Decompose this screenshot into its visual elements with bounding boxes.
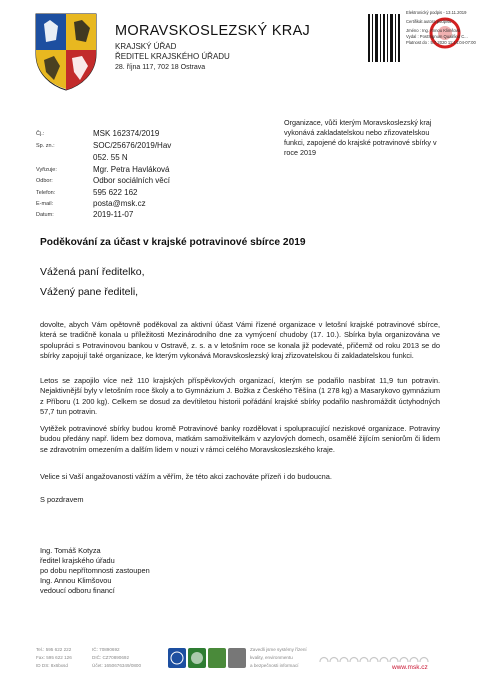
footer-phone: Tel.: 595 622 222 xyxy=(36,647,72,652)
meta-label-ref: Čj.: xyxy=(36,131,45,137)
substitute-name: Ing. Annou Klimšovou xyxy=(40,576,112,585)
footer-cert-3: a bezpečnosti informací xyxy=(250,663,299,668)
meta-label-department: Odbor: xyxy=(36,178,53,184)
stamp-line-3: Jméno : Ing. Annou Klimšová xyxy=(406,28,461,33)
meta-value-ref: MSK 162374/2019 xyxy=(93,129,160,138)
meta-value-department: Odbor sociálních věcí xyxy=(93,176,170,185)
addressee-block: Organizace, vůči kterým Moravskoslezský kraj vykonává zakladatelskou nebo zřizovatelskou funkci, zapojené do krajské potravinové sbírky v roce 2019 xyxy=(284,118,437,157)
footer-account: Účet: 1650676349/0800 xyxy=(92,663,142,668)
footer-data-box: ID DS: 8x6bxsd xyxy=(36,663,68,668)
greeting-male: Vážený pane řediteli, xyxy=(40,286,139,298)
meta-label-email: E-mail: xyxy=(36,201,54,207)
body-paragraph-3: Vytěžek potravinové sbírky budou kromě Potravinové banky rozdělovat i spolupracující neziskové organizace. Potraviny budou předány např. lidem bez domova, matkám samoživitelkám v azylových domech, osamělé žijícím seniorům či lidem se zdravotním omezením a dalším lidem v nouzi v rámci celého Moravskoslezského kraje. xyxy=(40,424,440,454)
office-name: KRAJSKÝ ÚŘAD xyxy=(115,42,177,51)
meta-value-code: 052. 55 N xyxy=(93,153,128,162)
footer-dic: DIČ: CZ70890692 xyxy=(92,655,130,660)
electronic-signature-stamp xyxy=(366,6,476,76)
meta-label-file: Sp. zn.: xyxy=(36,143,55,149)
meta-value-handler: Mgr. Petra Havláková xyxy=(93,165,170,174)
body-paragraph-2: Letos se zapojilo více než 110 krajských příspěvkových organizací, kterým se podařilo nasbírat 11,9 tun potravin. Nejaktivnější byly v letošním roce školy a to Gymnázium J. Božka z Českého Těšína (1 278 kg) a Masarykovo gymnázium z Příboru (1 200 kg). Celkem se dosud za devítiletou historii pořádání krajské sbírky podařilo nashromáždit úctyhodných 57,7 tun potravin. xyxy=(40,376,440,416)
office-address: 28. října 117, 702 18 Ostrava xyxy=(115,64,206,71)
meta-value-phone: 595 622 162 xyxy=(93,188,138,197)
region-title: MORAVSKOSLEZSKÝ KRAJ xyxy=(115,23,311,39)
footer-cert-1: Zavedli jsme systémy řízení xyxy=(250,647,307,652)
office-head: ŘEDITEL KRAJSKÉHO ÚŘADU xyxy=(115,52,230,61)
footer-website-link[interactable]: www.msk.cz xyxy=(392,664,428,671)
signatory-role: ředitel krajského úřadu xyxy=(40,556,115,565)
footer-cert-2: kvality, environmentu xyxy=(250,655,293,660)
footer-fax: Fax: 595 622 126 xyxy=(36,655,72,660)
signatory-name: Ing. Tomáš Kotyza xyxy=(40,546,101,555)
stamp-line-1: Elektronický podpis - 13.11.2019 xyxy=(406,10,467,15)
body-paragraph-1: dovolte, abych Vám opětovně poděkoval za aktivní účast Vámi řízené organizace v letošní krajské potravinové sbírce, která se tradičně konala u příležitosti Mezinárodního dne za vymýcení chudoby (17. 10.). Sbírka byla organizována ve spolupráci s Potravinovou bankou v Ostravě, z. s. a v letošním roce se konala již podevaté, přičemž od roku 2013 se do sbírky zapojují také organizace, ke kterým vykonává Moravskoslezský kraj zřizovatelskou či zakladatelskou funkci. xyxy=(40,320,440,360)
closing-phrase: S pozdravem xyxy=(40,495,84,504)
substitution-note: po dobu nepřítomnosti zastoupen xyxy=(40,566,150,575)
stamp-line-4: Vydal : PostSignum Qualified C... xyxy=(406,34,468,39)
footer-ic: IČ: 70890692 xyxy=(92,647,120,652)
certification-logos-icon xyxy=(168,646,246,670)
letter-subject: Poděkování za účast v krajské potravinové sbírce 2019 xyxy=(40,237,306,248)
meta-value-file: SOC/25676/2019/Hav xyxy=(93,141,172,150)
greeting-female: Vážená paní ředitelko, xyxy=(40,266,145,278)
stamp-line-2: Certifikát autora podpisu : xyxy=(406,19,454,24)
coat-of-arms-icon xyxy=(30,10,102,92)
body-paragraph-4: Velice si Vaší angažovanosti vážím a věřím, že této akci zachováte přízeň i do budoucna. xyxy=(40,472,332,481)
barcode-icon xyxy=(366,14,402,62)
meta-label-phone: Telefon: xyxy=(36,190,56,196)
meta-value-email[interactable]: posta@msk.cz xyxy=(93,199,146,208)
substitute-role: vedoucí odboru financí xyxy=(40,586,115,595)
meta-value-date: 2019-11-07 xyxy=(93,210,134,219)
meta-label-handler: Vyřizuje: xyxy=(36,167,57,173)
decorative-pattern-icon xyxy=(318,654,430,664)
meta-label-date: Datum: xyxy=(36,212,54,218)
stamp-line-5: Platnost do : 5.7.2020 11:14:04-07:00 xyxy=(406,40,476,45)
